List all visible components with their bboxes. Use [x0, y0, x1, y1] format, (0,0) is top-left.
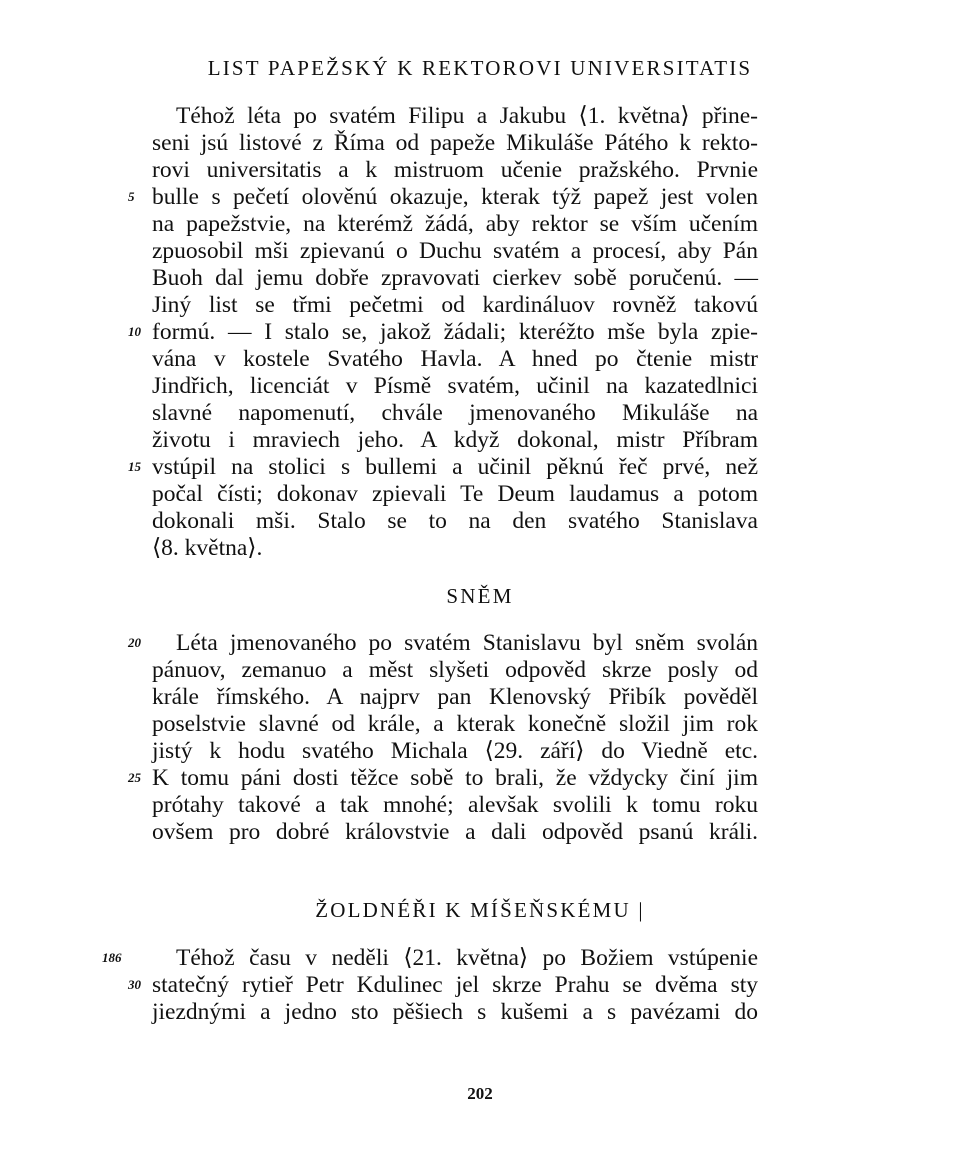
- section-heading: ŽOLDNÉŘI K MÍŠEŇSKÉMU |: [315, 898, 645, 922]
- text-line: Jindřich, licenciát v Písmě svatém, učinil na kazatedlnici: [152, 373, 758, 399]
- page-number: 202: [467, 1084, 493, 1103]
- text-line: vána v kostele Svatého Havla. A hned po čtenie mistr: [152, 346, 758, 372]
- text-line: Téhož léta po svatém Filipu a Jakubu ⟨1. května⟩ přine-: [176, 103, 758, 129]
- text-line: Buoh dal jemu dobře zpravovati cierkev sobě poručenú. —: [152, 265, 758, 291]
- text-line: počal čísti; dokonav zpievali Te Deum laudamus a potom: [152, 481, 758, 507]
- text-line: K tomu páni dosti těžce sobě to brali, že vždycky činí jim: [152, 765, 758, 791]
- text-line: Léta jmenovaného po svatém Stanislavu byl sněm svolán: [176, 630, 758, 656]
- line-number: 10: [128, 324, 141, 339]
- line-number: 5: [128, 189, 135, 204]
- text-line: ⟨8. května⟩.: [152, 535, 263, 561]
- text-line: statečný rytieř Petr Kdulinec jel skrze Prahu se dvěma sty: [152, 972, 758, 998]
- text-line: Jiný list se třmi pečetmi od kardináluov rovněž takovú: [152, 292, 758, 318]
- line-number: 15: [128, 459, 141, 474]
- text-line: jiezdnými a jedno sto pěšiech s kušemi a s pavézami do: [152, 999, 758, 1025]
- text-line: bulle s pečetí olověnú okazuje, kterak týž papež jest volen: [152, 184, 758, 210]
- margin-folio: 186: [102, 950, 122, 965]
- text-line: dokonali mši. Stalo se to na den svatého Stanislava: [152, 508, 758, 534]
- text-line: vstúpil na stolici s bullemi a učinil pěknú řeč prvé, než: [152, 454, 758, 480]
- text-line: ovšem pro dobré královstvie a dali odpověd psanú králi.: [152, 819, 758, 845]
- text-line: seni jsú listové z Říma od papeže Mikuláše Pátého k rekto-: [152, 130, 758, 156]
- text-line: životu i mraviech jeho. A když dokonal, mistr Příbram: [152, 427, 758, 453]
- text-line: poselstvie slavné od krále, a kterak konečně složil jim rok: [152, 711, 758, 737]
- line-number: 20: [128, 635, 141, 650]
- text-line: prótahy takové a tak mnohé; alevšak svolili k tomu roku: [152, 792, 758, 818]
- text-line: zpuosobil mši zpievanú o Duchu svatém a procesí, aby Pán: [152, 238, 758, 264]
- text-line: slavné napomenutí, chvále jmenovaného Mikuláše na: [152, 400, 758, 426]
- text-line: Téhož času v neděli ⟨21. května⟩ po Božiem vstúpenie: [176, 945, 758, 971]
- text-line: krále římského. A najprv pan Klenovský Přibík pověděl: [152, 684, 758, 710]
- text-line: pánuov, zemanuo a měst slyšeti odpověd skrze posly od: [152, 657, 758, 683]
- line-number: 25: [128, 770, 141, 785]
- section-heading: SNĚM: [446, 584, 514, 608]
- text-line: jistý k hodu svatého Michala ⟨29. září⟩ do Viedně etc.: [152, 738, 758, 764]
- text-line: na papežstvie, na kterémž žádá, aby rektor se vším učením: [152, 211, 758, 237]
- text-line: formú. — I stalo se, jakož žádali; kteréžto mše byla zpie-: [152, 319, 758, 345]
- line-number: 30: [128, 977, 141, 992]
- text-line: rovi universitatis a k mistruom učenie pražského. Prvnie: [152, 157, 758, 183]
- running-title: LIST PAPEŽSKÝ K REKTOROVI UNIVERSITATIS: [207, 56, 753, 80]
